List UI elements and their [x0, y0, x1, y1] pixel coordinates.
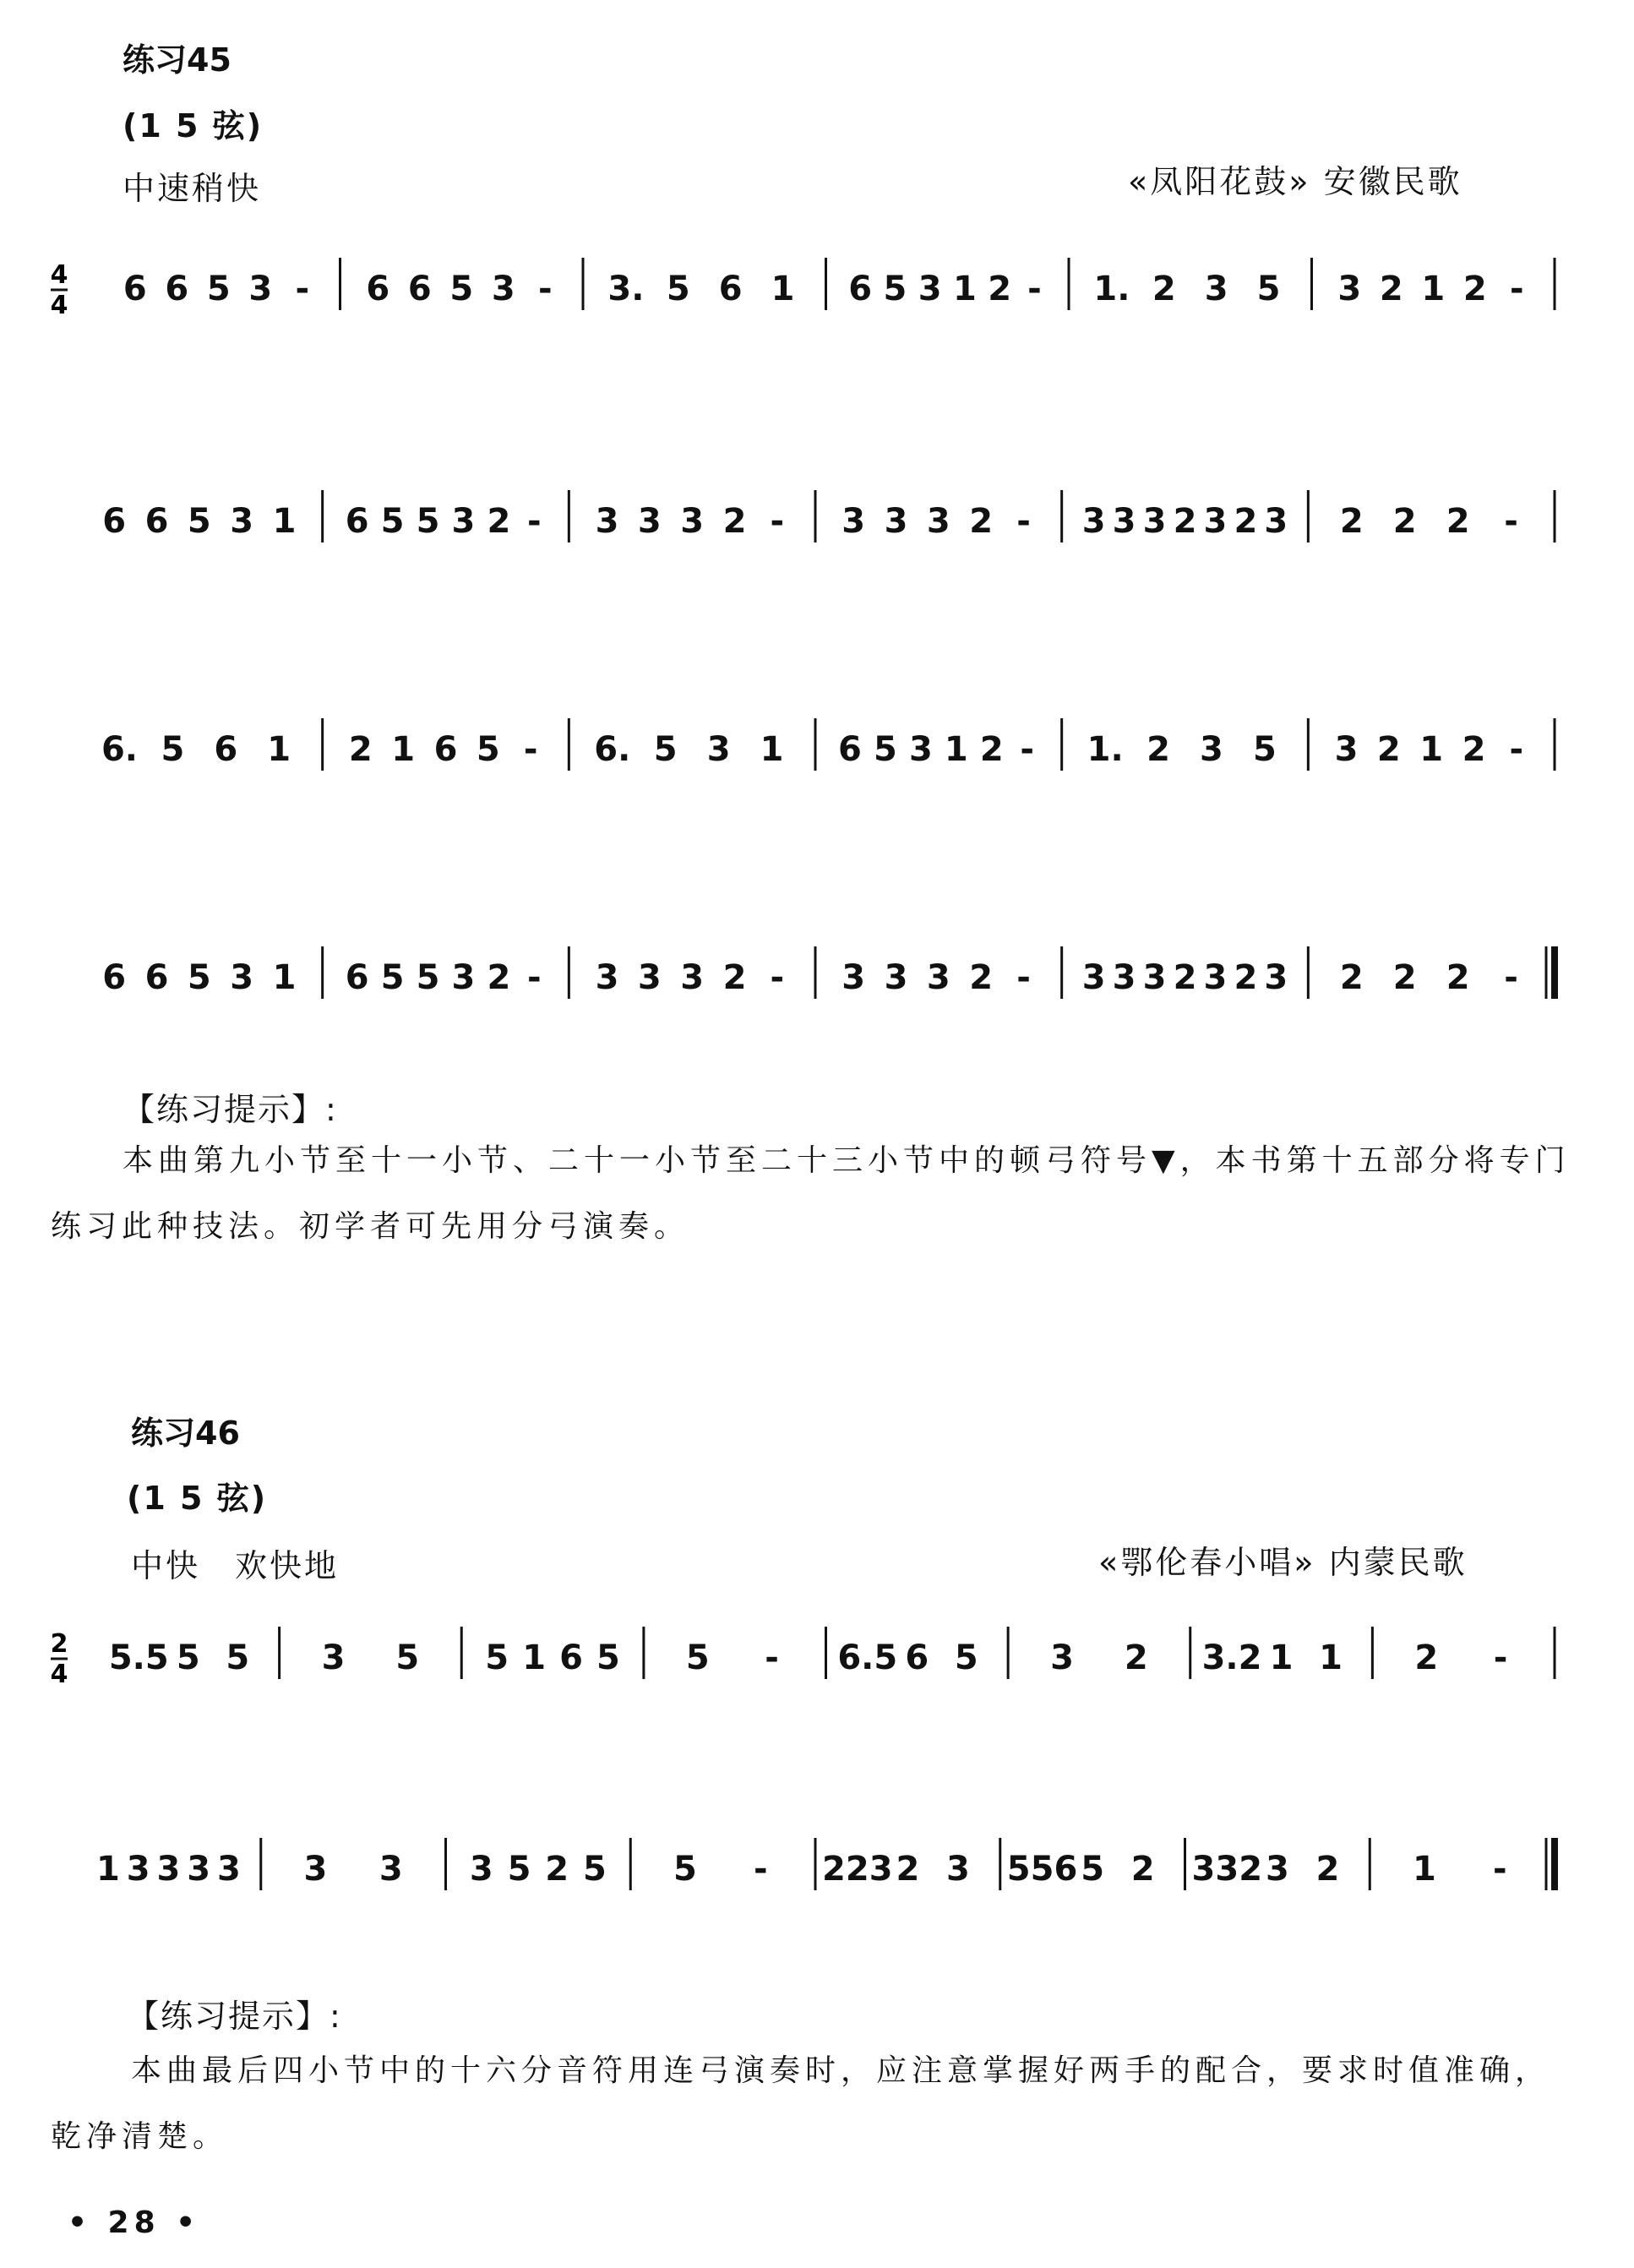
note: 6 — [407, 270, 432, 308]
note: - — [1509, 270, 1524, 308]
note: - — [527, 502, 542, 541]
note: 3 — [1264, 958, 1288, 997]
note: 3 — [1334, 730, 1359, 769]
note: 5 — [873, 730, 897, 769]
score-line — [0, 1796, 1634, 1922]
score-line — [0, 448, 1634, 575]
note: 5 — [380, 958, 405, 997]
note: - — [770, 502, 785, 541]
note: 3 — [706, 730, 731, 769]
note: 3 — [680, 958, 705, 997]
note: 2 — [1446, 502, 1470, 541]
note: 6.5 — [837, 1638, 898, 1677]
note: 1 — [760, 730, 784, 769]
note: 3 — [1142, 502, 1167, 541]
note: 1 — [1319, 1638, 1343, 1677]
note: 2 — [988, 270, 1012, 308]
time-signature-bottom: 4 — [50, 291, 68, 320]
note: 3 — [884, 502, 908, 541]
note: 2 — [1130, 1850, 1155, 1889]
note: 2 — [896, 1850, 920, 1889]
note: 1 — [267, 730, 291, 769]
note: 3 — [248, 270, 273, 308]
note: 5 — [485, 1638, 509, 1677]
note: - — [1027, 270, 1042, 308]
note: 3 — [469, 1850, 493, 1889]
note: - — [754, 1850, 768, 1889]
note: 2 — [1173, 958, 1197, 997]
exercise-46-hint-text: 本曲最后四小节中的十六分音符用连弓演奏时，应注意掌握好两手的配合，要求时值准确，乾净清楚。 — [51, 2053, 1551, 2154]
note: - — [1509, 730, 1524, 769]
exercise-46-strings: (1 5 弦) — [127, 1480, 268, 1517]
note: - — [1016, 502, 1031, 541]
exercise-45-source: «凤阳花鼓» 安徽民歌 — [1128, 163, 1462, 200]
note: 2 — [1462, 730, 1486, 769]
note: - — [523, 730, 538, 769]
note: 3 — [1204, 270, 1228, 308]
note: 1 — [1421, 270, 1446, 308]
note: 2 — [722, 958, 747, 997]
exercise-45-title: 练习45 — [123, 41, 231, 79]
note: 223 — [822, 1850, 893, 1889]
note: - — [765, 1638, 779, 1677]
note: 5 — [176, 1638, 200, 1677]
note: 3 — [491, 270, 515, 308]
note: - — [527, 958, 542, 997]
note: 5 — [416, 958, 440, 997]
note: - — [770, 958, 785, 997]
note: 3 — [230, 958, 254, 997]
note: 3 — [1050, 1638, 1074, 1677]
note: 5 — [673, 1850, 697, 1889]
note: 2 — [1339, 958, 1364, 997]
note: 5 — [187, 502, 211, 541]
note: 3 — [680, 502, 705, 541]
score-line — [0, 676, 1634, 803]
score-line — [0, 904, 1634, 1031]
note: 3. — [607, 270, 645, 308]
exercise-45-strings: (1 5 弦) — [123, 107, 264, 144]
note: 1 — [952, 270, 977, 308]
note: 3 — [884, 958, 908, 997]
note: 3 — [1200, 730, 1223, 769]
note: 6 — [718, 270, 743, 308]
exercise-45-tempo: 中速稍快 — [123, 170, 262, 207]
note: - — [1016, 958, 1031, 997]
note: 3.2 — [1201, 1638, 1262, 1677]
note: 5 — [596, 1638, 620, 1677]
time-signature-top: 2 — [50, 1629, 68, 1659]
note: 2 — [1152, 270, 1176, 308]
note: 3 — [303, 1850, 328, 1889]
note: 2 — [1315, 1850, 1340, 1889]
note: 5 — [1081, 1850, 1105, 1889]
note: 3 — [946, 1850, 970, 1889]
note: 5 — [187, 958, 211, 997]
note: 3 — [1203, 958, 1228, 997]
note: 2 — [1379, 270, 1403, 308]
note: 3 — [1081, 958, 1106, 997]
note: 3 — [1112, 958, 1136, 997]
note: 6 — [905, 1638, 929, 1677]
note: - — [1504, 958, 1518, 997]
note: 2 — [348, 730, 373, 769]
note: 5 — [395, 1638, 420, 1677]
note: 6 — [838, 730, 862, 769]
note: 3 — [321, 1638, 346, 1677]
note: 1 — [272, 958, 297, 997]
note: 1 — [391, 730, 416, 769]
note: 5 — [1256, 270, 1281, 308]
note: 6 — [214, 730, 238, 769]
note: 3 — [926, 502, 950, 541]
note: 5 — [476, 730, 500, 769]
note: 332 — [1191, 1850, 1263, 1889]
exercise-45-hint-text: 本曲第九小节至十一小节、二十一小节至二十三小节中的顿弓符号▼，本书第十五部分将专门练习此种技法。初学者可先用分弓演奏。 — [51, 1143, 1571, 1244]
note: 6 — [165, 270, 189, 308]
note: 6. — [101, 730, 138, 769]
note: 5 — [226, 1638, 250, 1677]
note: 3 — [126, 1850, 150, 1889]
note: 5 — [449, 270, 474, 308]
note: 1 — [95, 1850, 120, 1889]
note: 6 — [345, 502, 369, 541]
note: 2 — [969, 958, 994, 997]
note: 3 — [637, 958, 662, 997]
note: 2 — [1376, 730, 1401, 769]
note: - — [1504, 502, 1518, 541]
note: 5 — [161, 730, 185, 769]
note: 1 — [1269, 1638, 1294, 1677]
note: 6 — [433, 730, 458, 769]
note: 2 — [487, 958, 511, 997]
note: 2 — [545, 1850, 569, 1889]
note: 556 — [1006, 1850, 1078, 1889]
note: 3 — [595, 958, 619, 997]
time-signature-top: 4 — [50, 260, 68, 290]
note: 1 — [1413, 1850, 1436, 1889]
note: 3 — [1112, 502, 1136, 541]
note: 2 — [1124, 1638, 1148, 1677]
note: 2 — [969, 502, 994, 541]
note: 3 — [926, 958, 950, 997]
note: 3 — [216, 1850, 241, 1889]
score-line — [0, 215, 1634, 342]
note: 1. — [1087, 730, 1124, 769]
note: 6. — [594, 730, 631, 769]
note: 5 — [954, 1638, 978, 1677]
score-line — [0, 1584, 1634, 1711]
note: 3 — [1081, 502, 1106, 541]
note: 5 — [380, 502, 405, 541]
note: 2 — [722, 502, 747, 541]
note: 3 — [1142, 958, 1167, 997]
note: 6 — [102, 958, 127, 997]
note: 2 — [1339, 502, 1364, 541]
note: - — [295, 270, 310, 308]
note: 1. — [1093, 270, 1130, 308]
note: 3 — [230, 502, 254, 541]
note: 2 — [1462, 270, 1487, 308]
note: 5 — [206, 270, 231, 308]
note: 2 — [1234, 502, 1258, 541]
note: 3 — [1264, 502, 1288, 541]
note: 6 — [345, 958, 369, 997]
note: 1 — [771, 270, 795, 308]
note: 1 — [1419, 730, 1444, 769]
note: 2 — [1234, 958, 1258, 997]
exercise-45-hint-heading: 【练习提示】: — [123, 1091, 338, 1128]
note: 1 — [522, 1638, 547, 1677]
note: 2 — [487, 502, 511, 541]
note: 5 — [685, 1638, 710, 1677]
note: 5 — [582, 1850, 607, 1889]
note: 6 — [366, 270, 390, 308]
note: 6 — [144, 958, 169, 997]
note: - — [1020, 730, 1034, 769]
note: 3 — [918, 270, 942, 308]
note: 3 — [842, 958, 866, 997]
note: 2 — [1414, 1638, 1439, 1677]
note: 3 — [637, 502, 662, 541]
exercise-46-source: «鄂伦春小唱» 内蒙民歌 — [1098, 1544, 1468, 1581]
note: 1 — [272, 502, 297, 541]
note: - — [1493, 1850, 1507, 1889]
note: 2 — [1173, 502, 1197, 541]
exercise-46-tempo: 中快 欢快地 — [131, 1547, 340, 1584]
note: 3 — [1265, 1850, 1289, 1889]
note: - — [537, 270, 553, 308]
note: 5 — [416, 502, 440, 541]
note: 6 — [559, 1638, 583, 1677]
note: 3 — [908, 730, 933, 769]
exercise-46-title: 练习46 — [131, 1415, 240, 1452]
time-signature-bottom: 4 — [50, 1660, 68, 1689]
note: 5 — [653, 730, 678, 769]
note: 6 — [848, 270, 873, 308]
page-number: • 28 • — [68, 2205, 201, 2240]
note: 3 — [842, 502, 866, 541]
note: 5 — [1252, 730, 1277, 769]
note: 2 — [1392, 958, 1417, 997]
exercise-46-hint-heading: 【练习提示】: — [127, 1998, 342, 2035]
note: 5.5 — [108, 1638, 169, 1677]
note: 2 — [979, 730, 1004, 769]
note: 1 — [944, 730, 968, 769]
note: 3 — [156, 1850, 181, 1889]
note: 3 — [1203, 502, 1228, 541]
note: 6 — [144, 502, 169, 541]
note: 6 — [123, 270, 147, 308]
note: 3 — [595, 502, 619, 541]
note: 5 — [883, 270, 907, 308]
note: 3 — [379, 1850, 403, 1889]
note: 5 — [666, 270, 690, 308]
note: 2 — [1147, 730, 1170, 769]
note: 3 — [451, 502, 476, 541]
note: 3 — [451, 958, 476, 997]
note: 2 — [1446, 958, 1470, 997]
note: 3 — [1337, 270, 1362, 308]
note: 2 — [1392, 502, 1417, 541]
note: - — [1493, 1638, 1508, 1677]
note: 3 — [187, 1850, 211, 1889]
note: 6 — [102, 502, 127, 541]
note: 5 — [507, 1850, 531, 1889]
